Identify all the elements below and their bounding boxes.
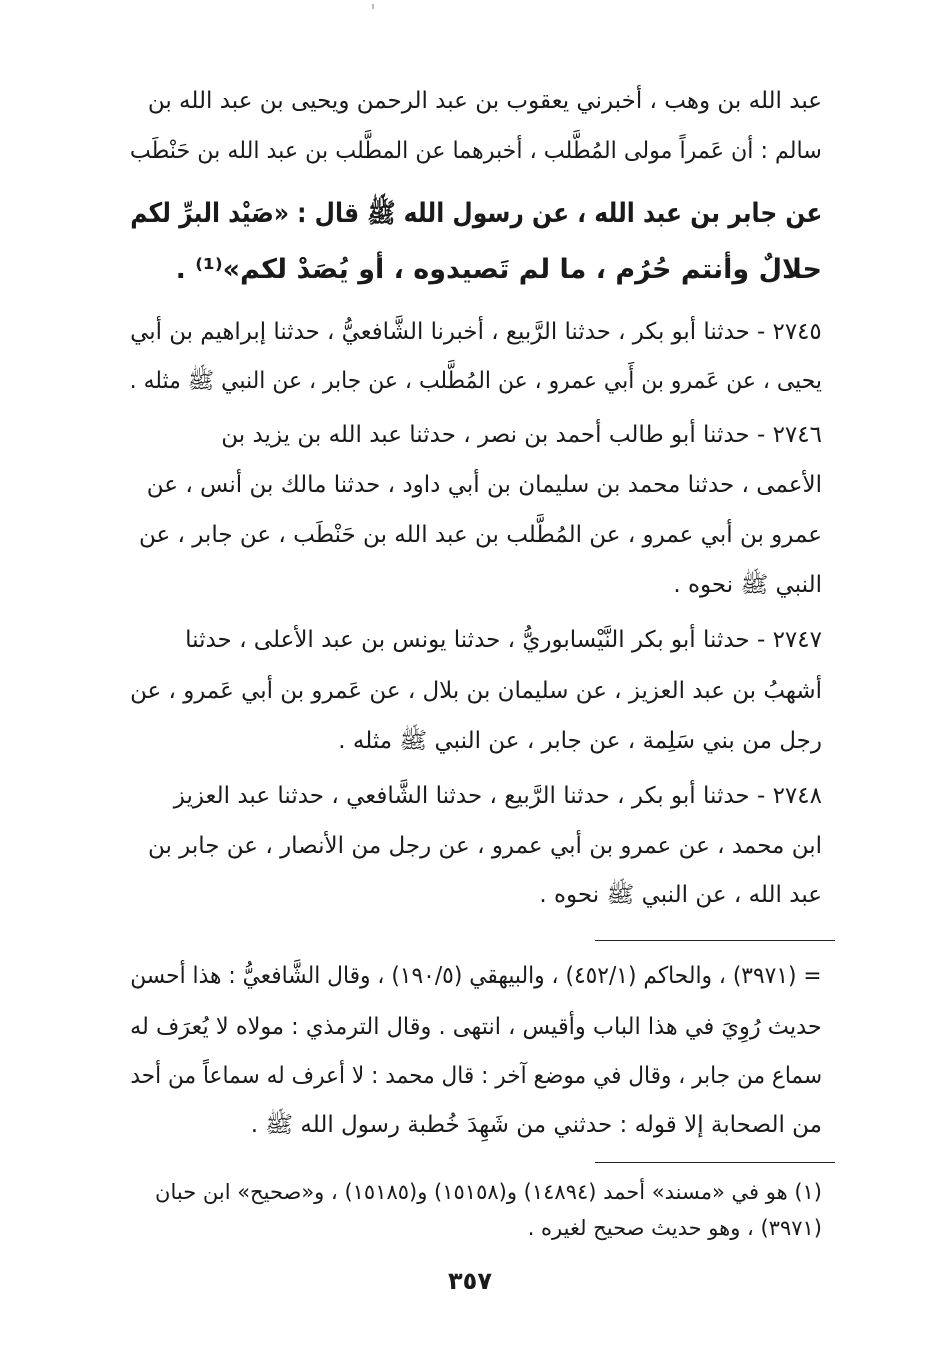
text-line: عمرو بن أبي عمرو ، عن المُطَّلب بن عبد الله بن حَنْطَب ، عن جابر ، عن xyxy=(138,522,822,548)
text-line: ابن محمد ، عن عمرو بن أبي عمرو ، عن رجل من الأنصار ، عن جابر بن xyxy=(147,833,822,859)
hadith-text-line: حلالٌ وأنتم حُرُم ، ما لم تَصيدوه ، أو يُصَدْ لكم»⁽¹⁾ . xyxy=(175,254,822,285)
text-line: ٢٧٤٨ - حدثنا أبو بكر ، حدثنا الرَّبيع ، حدثنا الشَّافعي ، حدثنا عبد العزيز xyxy=(173,783,822,809)
text-line: ٢٧٤٥ - حدثنا أبو بكر ، حدثنا الرَّبيع ، أخبرنا الشَّافعيُّ ، حدثنا إبراهيم بن أبي xyxy=(130,319,822,345)
footnote-separator xyxy=(595,1162,835,1163)
note-line: حديث رُوِيَ في هذا الباب وأقيس ، انتهى . وقال الترمذي : مولاه لا يُعرَف له xyxy=(130,1014,822,1040)
note-line: سماع من جابر ، وقال في موضع آخر : قال محمد : لا أعرف له سماعاً من أحد xyxy=(130,1063,822,1089)
text-line: يحيى ، عن عَمرو بن أَبي عمرو ، عن المُطَّلب ، عن جابر ، عن النبي ﷺ مثله . xyxy=(129,368,822,394)
text-line: أشهبُ بن عبد العزيز ، عن سليمان بن بلال ، عن عَمرو بن أبي عَمرو ، عن xyxy=(130,678,822,704)
page-number: ٣٥٧ xyxy=(448,1267,492,1295)
text-line: عبد الله ، عن النبي ﷺ نحوه . xyxy=(539,882,822,908)
note-line: = (٣٩٧١) ، والحاكم (٤٥٢/١) ، والبيهقي (١٩٠/٥) ، وقال الشَّافعيُّ : هذا أحسن xyxy=(130,963,822,989)
text-line: سالم : أن عَمراً مولى المُطَّلب ، أخبرهما عن المطَّلب بن عبد الله بن حَنْطَب xyxy=(130,138,822,164)
text-line: ٢٧٤٧ - حدثنا أبو بكر النَّيْسابوريُّ ، حدثنا يونس بن عبد الأعلى ، حدثنا xyxy=(185,627,822,653)
text-line: النبي ﷺ نحوه . xyxy=(673,572,822,598)
text-line: الأعمى ، حدثنا محمد بن سليمان بن أبي داود ، حدثنا مالك بن أنس ، عن xyxy=(146,472,822,498)
footnote-line: (٣٩٧١) ، وهو حديث صحيح لغيره . xyxy=(527,1216,822,1240)
hadith-text-line: عن جابر بن عبد الله ، عن رسول الله ﷺ قال : «صَيْد البرِّ لكم xyxy=(129,198,822,229)
text-line: رجل من بني سَلِمة ، عن جابر ، عن النبي ﷺ مثله . xyxy=(338,728,822,754)
text-line: عبد الله بن وهب ، أخبرني يعقوب بن عبد الرحمن ويحيى بن عبد الله بن xyxy=(147,88,822,114)
note-line: من الصحابة إلا قوله : حدثني من شَهِدَ خُطبة رسول الله ﷺ . xyxy=(250,1112,822,1138)
scan-mark xyxy=(372,4,374,9)
footnote-line: (١) هو في «مسند» أحمد (١٤٨٩٤) و(١٥١٥٨) و(١٥١٨٥) ، و«صحيح» ابن حبان xyxy=(155,1180,822,1204)
footnote-separator xyxy=(595,940,835,941)
text-line: ٢٧٤٦ - حدثنا أبو طالب أحمد بن نصر ، حدثنا عبد الله بن يزيد بن xyxy=(221,422,822,448)
